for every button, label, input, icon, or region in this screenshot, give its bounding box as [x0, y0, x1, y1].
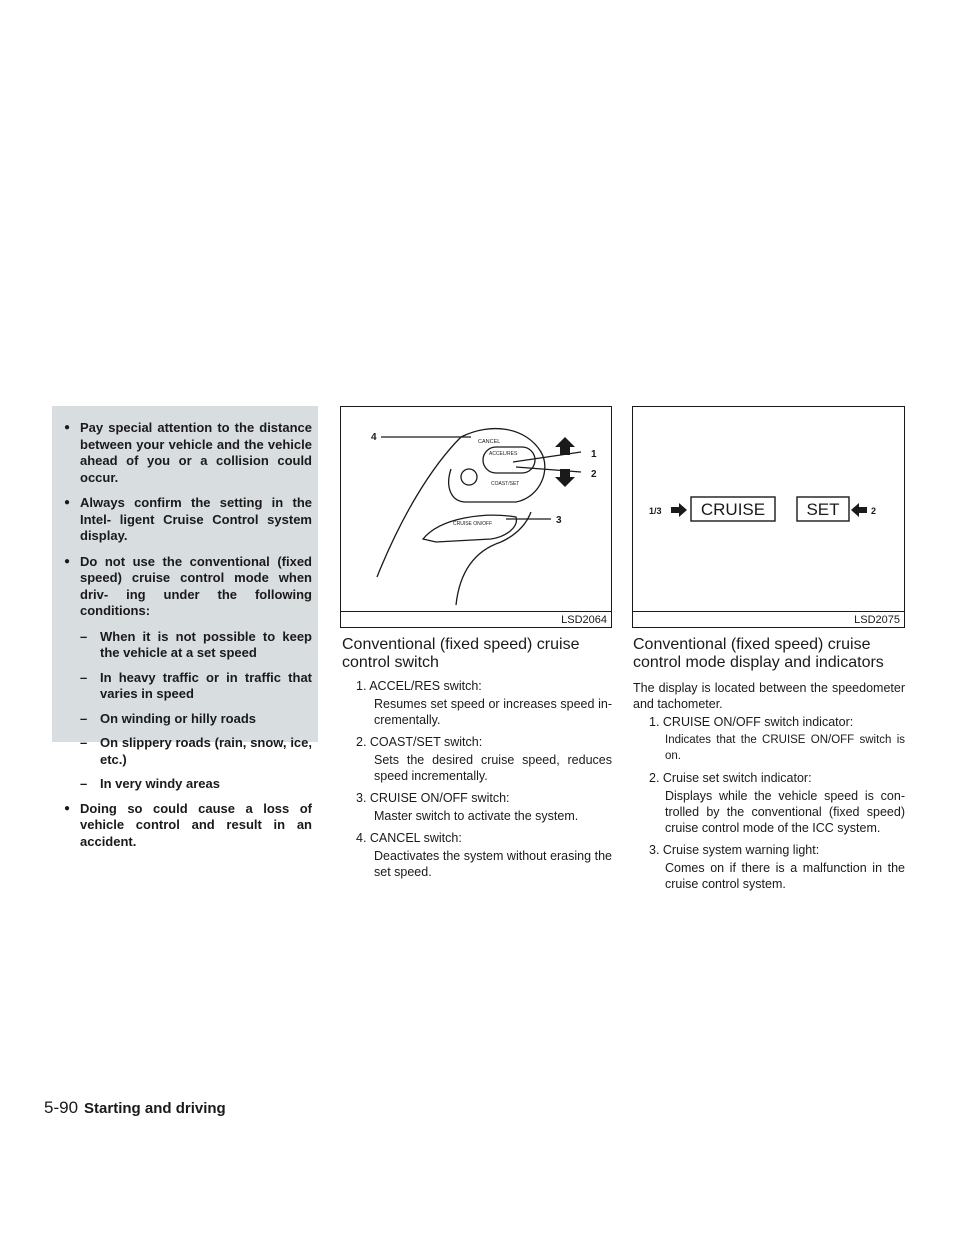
- callout-1: 1: [591, 449, 597, 460]
- section-intro: The display is located between the speedometer and tachometer.: [633, 681, 905, 711]
- onoff-label: CRUISE ON/OFF: [453, 521, 493, 527]
- page-footer: [44, 1098, 226, 1118]
- section-title: Conventional (fixed speed) cruise control switch: [342, 636, 580, 671]
- callout-3: 3: [556, 515, 562, 526]
- warning-bullet: ● Always confirm the setting in the Intel- ligent Cruise Control system display.: [64, 495, 312, 545]
- list-item-desc: Indicates that the CRUISE ON/OFF switch is on.: [665, 734, 905, 762]
- section-title: Conventional (fixed speed) cruise control mode display and indicators: [633, 636, 884, 671]
- figure-code: LSD2075: [854, 614, 900, 626]
- list-item-label: 2. Cruise set switch indicator:: [649, 771, 812, 785]
- callout-2: 2: [871, 506, 877, 516]
- indicator-list: [633, 680, 905, 898]
- warning-dash-item: – In very windy areas: [64, 776, 312, 793]
- figure-rule: [633, 611, 904, 612]
- callout-1-3: 1/3: [649, 506, 662, 516]
- list-item-desc: Displays while the vehicle speed is con- trolled by the conventional (fixed speed) cruise control mode of the ICC system.: [665, 789, 905, 835]
- switch-list: [342, 678, 612, 886]
- warning-box: [52, 406, 318, 849]
- warning-bullet: ● Pay special attention to the distance between your vehicle and the vehicle ahead of you or a collision could occur.: [64, 420, 312, 486]
- warning-dash-item: – On slippery roads (rain, snow, ice, etc.): [64, 735, 312, 768]
- figure-cruise-display: [632, 406, 905, 628]
- list-item-label: 2. COAST/SET switch:: [356, 735, 483, 749]
- list-item-label: 3. CRUISE ON/OFF switch:: [356, 791, 510, 805]
- arrow-right-icon: [671, 503, 687, 517]
- warning-bullet: ● Do not use the conventional (fixed speed) cruise control mode when driv- ing under the following conditions:: [64, 554, 312, 620]
- arrow-left-icon: [851, 503, 867, 517]
- figure-code: LSD2064: [561, 614, 607, 626]
- chapter-title: Starting and driving: [84, 1100, 226, 1117]
- list-item-desc: Comes on if there is a malfunction in the cruise control system.: [665, 861, 905, 891]
- page-number: 5-90: [44, 1098, 79, 1117]
- cruise-indicator: CRUISE: [700, 500, 766, 519]
- list-item-desc: Resumes set speed or increases speed in- crementally.: [374, 697, 612, 727]
- figure-rule: [341, 611, 611, 612]
- list-item-desc: Sets the desired cruise speed, reduces speed incrementally.: [374, 753, 612, 783]
- cancel-label: CANCEL: [478, 439, 501, 445]
- callout-4: 4: [371, 432, 377, 443]
- callout-2: 2: [591, 469, 597, 480]
- warning-dash-item: – When it is not possible to keep the vehicle at a set speed: [64, 629, 312, 662]
- set-indicator: SET: [806, 500, 840, 519]
- accel-label: ACCEL/RES: [489, 451, 518, 457]
- list-item-label: 1. ACCEL/RES switch:: [356, 679, 482, 693]
- list-item-desc: Master switch to activate the system.: [374, 809, 579, 823]
- list-item-label: 3. Cruise system warning light:: [649, 843, 820, 857]
- cruise-switch-illustration: [341, 407, 611, 612]
- list-item-label: 4. CANCEL switch:: [356, 831, 462, 845]
- cruise-display-illustration: [633, 407, 904, 612]
- warning-bullet: ● Doing so could cause a loss of vehicle control and result in an accident.: [64, 801, 312, 851]
- warning-dash-item: – In heavy traffic or in traffic that varies in speed: [64, 670, 312, 703]
- warning-dash-item: – On winding or hilly roads: [64, 711, 312, 728]
- coast-label: COAST/SET: [491, 481, 520, 487]
- list-item-desc: Deactivates the system without erasing the set speed.: [374, 849, 612, 879]
- figure-cruise-switch: [340, 406, 612, 628]
- list-item-label: 1. CRUISE ON/OFF switch indicator:: [649, 715, 854, 729]
